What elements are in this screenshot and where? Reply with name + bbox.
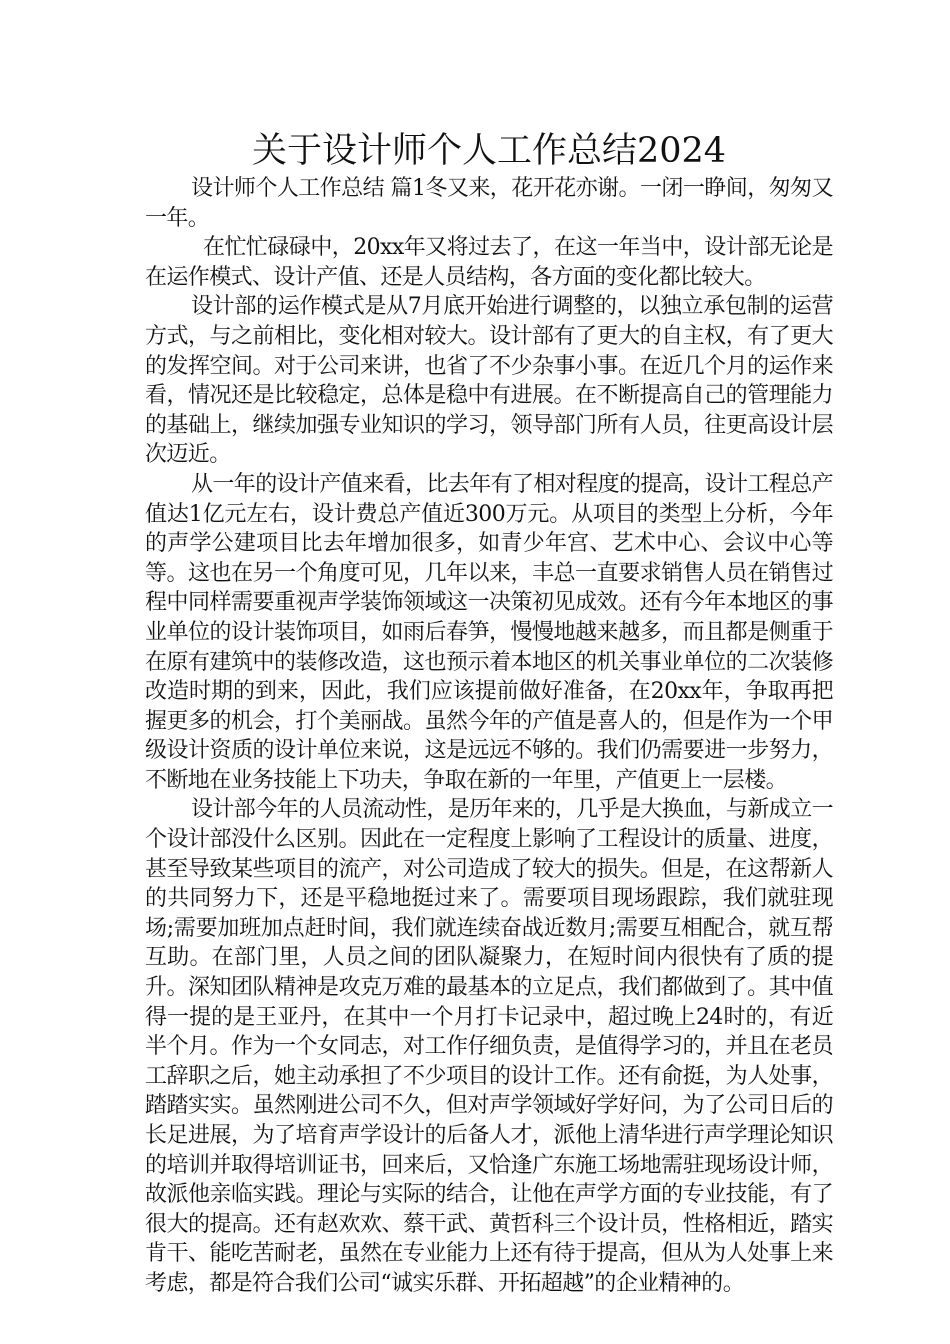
document-title: 关于设计师个人工作总结2024 (251, 131, 727, 171)
paragraph-overview: 在忙忙碌碌中，20xx年又将过去了，在这一年当中，设计部无论是在运作模式、设计产值、还是人员结构，各方面的变化都比较大。 (145, 235, 833, 290)
paragraph-operation-mode: 设计部的运作模式是从7月底开始进行调整的，以独立承包制的运营方式，与之前相比，变化相对较大。设计部有了更大的自主权，有了更大的发挥空间。对于公司来讲，也省了不少杂事小事。在近几个月的运作来看，情况还是比较稳定，总体是稳中有进展。在不断提高自己的管理能力的基础上，继续加强专业知识的学习，领导部门所有人员，往更高设计层次迈近。 (145, 294, 833, 468)
paragraph-staffing: 设计部今年的人员流动性，是历年来的，几乎是大换血，与新成立一个设计部没什么区别。因此在一定程度上影响了工程设计的质量、进度，甚至导致某些项目的流产，对公司造成了较大的损失。但是，在这帮新人的共同努力下，还是平稳地挺过来了。需要项目现场跟踪，我们就驻现场;需要加班加点赶时间，我们就连续奋战近数月;需要互相配合，就互帮互助。在部门里，人员之间的团队凝聚力，在短时间内很快有了质的提升。深知团队精神是攻克万难的最基本的立足点，我们都做到了。其中值得一提的是王亚丹，在其中一个月打卡记录中，超过晚上24时的，有近半个月。作为一个女同志，对工作仔细负责，是值得学习的，并且在老员工辞职之后，她主动承担了不少项目的设计工作。还有俞挺，为人处事，踏踏实实。虽然刚进公司不久，但对声学领域好学好问，为了公司日后的长足进展，为了培育声学设计的后备人才，派他上清华进行声学理论知识的培训并取得培训证书，回来后，又恰逢广东施工场地需驻现场设计师，故派他亲临实践。理论与实际的结合，让他在声学方面的专业技能，有了很大的提高。还有赵欢欢、蔡干武、黄哲科三个设计员，性格相近，踏实肯干、能吃苦耐老，虽然在专业能力上还有待于提高，但从为人处事上来考虑，都是符合我们公司“诚实乐群、开拓超越”的企业精神的。 (145, 797, 834, 1296)
paragraph-output-value: 从一年的设计产值来看，比去年有了相对程度的提高，设计工程总产值达1亿元左右，设计费总产值近300万元。从项目的类型上分析，今年的声学公建项目比去年增加很多，如青少年宫、艺术中心、会议中心等等。这也在另一个角度可见，几年以来，丰总一直要求销售人员在销售过程中同样需要重视声学装饰领域这一决策初见成效。还有今年本地区的事业单位的设计装饰项目，如雨后春笋，慢慢地越来越多，而且都是侧重于在原有建筑中的装修改造，这也预示着本地区的机关事业单位的二次装修改造时期的到来，因此，我们应该提前做好准备，在20xx年，争取再把握更多的机会，打个美丽战。虽然今年的产值是喜人的，但是作为一个甲级设计资质的设计单位来说，这是远远不够的。我们仍需要进一步努力，不断地在业务技能上下功夫，争取在新的一年里，产值更上一层楼。 (145, 471, 834, 793)
document-page (145, 128, 833, 1299)
paragraph-intro: 设计师个人工作总结 篇1冬又来，花开花亦谢。一闭一睁间，匆匆又一年。 (145, 176, 833, 231)
